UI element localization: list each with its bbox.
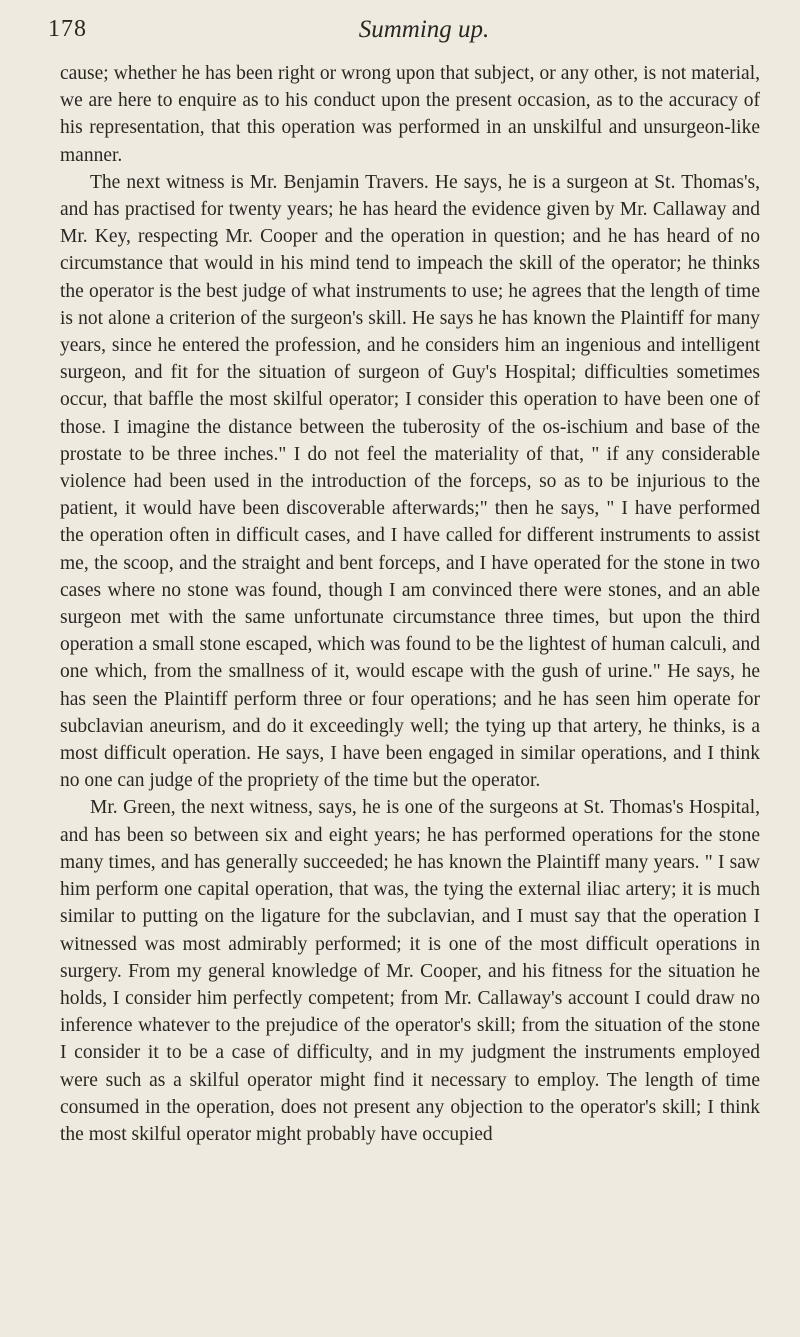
paragraph-travers-testimony: The next witness is Mr. Benjamin Travers. He says, he is a surgeon at St. Thomas's, and has practised for twenty years; he has heard the evidence given by Mr. Callaway and Mr. Key, respecting Mr. Cooper and the operation in question; and he has heard of no circumstance that would in his mind tend to impeach the skill of the operator; he thinks the operator is the best judge of what instruments to use; he agrees that the length of time is not alone a criterion of the surgeon's skill. He says he has known the Plaintiff for many years, since he entered the profession, and he considers him an ingenious and intelligent surgeon, and fit for the situation of surgeon of Guy's Hospital; difficulties sometimes occur, that baffle the most skilful operator; I consider this operation to have been one of those. I imagine the distance between the tuberosity of the os-ischium and base of the prostate to be three inches." I do not feel the materiality of that, " if any considerable violence had been used in the introduction of the forceps, so as to be injurious to the patient, it would have been discoverable afterwards;" then he says, " I have performed the operation often in difficult cases, and I have called for different instruments to assist me, the scoop, and the straight and bent forceps, and I have operated for the stone in two cases where no stone was found, though I am convinced there were stones, and an able surgeon met with the same unfortunate circumstance three times, but upon the third operation a small stone escaped, which was found to be the lightest of human calculi, and one which, from the smallness of it, would escape with the gush of urine." He says, he has seen the Plaintiff perform three or four operations; and he has seen him operate for subclavian aneurism, and do it exceedingly well; the tying up that artery, he thinks, is a most difficult operation. He says, I have been engaged in similar operations, and I think no one can judge of the propriety of the time but the operator.: [60, 171, 760, 792]
paragraph-continuation: cause; whether he has been right or wrong upon that subject, or any other, is not material, we are here to enquire as to his conduct upon the present occasion, as to the accuracy of his representation, that this operation was performed in an unskilful and unsurgeon-like manner.: [60, 63, 760, 166]
running-head: Summing up.: [358, 16, 490, 43]
paragraph-green-testimony: Mr. Green, the next witness, says, he is one of the surgeons at St. Thomas's Hospital, and has been so between six and eight years; he has performed operations for the stone many times, and has generally succeeded; he has known the Plaintiff many years. " I saw him perform one capital operation, that was, the tying the external iliac artery; it is much similar to putting on the ligature for the subclavian, and I must say that the operation I witnessed was most admirably performed; it is one of the most difficult operations in surgery. From my general knowledge of Mr. Cooper, and his fitness for the situation he holds, I consider him perfectly competent; from Mr. Callaway's account I could draw no inference whatever to the prejudice of the operator's skill; from the situation of the stone I consider it to be a case of difficulty, and in my judgment the instruments employed were such as a skilful operator might find it necessary to employ. The length of time consumed in the operation, does not present any objection to the operator's skill; I think the most skilful operator might probably have occupied: [60, 797, 760, 1145]
page-number: 178: [48, 16, 87, 42]
page-header: [48, 16, 760, 56]
body-text: [60, 60, 760, 1148]
